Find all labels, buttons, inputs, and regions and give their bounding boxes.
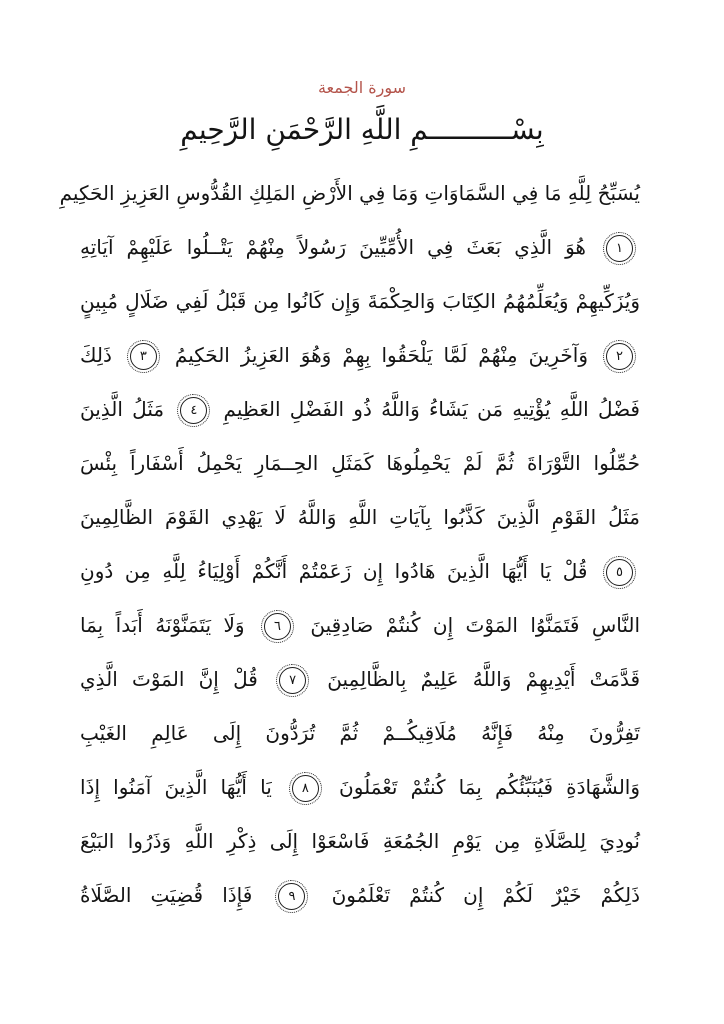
ayah-marker: ١ — [606, 235, 633, 262]
quran-line — [80, 814, 640, 868]
verse-text: وَالشَّهَادَةِ فَيُنَبِّئُكُم بِمَا كُنتُمْ تَعْمَلُونَ — [339, 775, 641, 799]
verse-text: فَضْلُ اللَّهِ يُؤْتِيهِ مَن يَشَاءُ وَاللَّهُ ذُو الفَضْلِ العَظِيمِ — [223, 397, 640, 421]
quran-line — [80, 382, 640, 436]
quran-line — [80, 490, 640, 544]
quran-line — [80, 220, 640, 274]
verse-text: يُسَبِّحُ لِلَّهِ مَا فِي السَّمَاوَاتِ وَمَا فِي الأَرْضِ المَلِكِ القُدُّوسِ العَزِيزِ الحَكِيمِ — [59, 181, 640, 205]
verse-text: نُودِيَ لِلصَّلَاةِ مِن يَوْمِ الجُمُعَةِ فَاسْعَوْا إِلَى ذِكْرِ اللَّهِ وَذَرُوا البَيْعَ — [80, 829, 640, 853]
quran-line — [80, 328, 640, 382]
ayah-marker: ٤ — [180, 397, 207, 424]
ayah-marker: ٣ — [130, 343, 157, 370]
quran-line — [80, 436, 640, 490]
verse-text: وَآخَرِينَ مِنْهُمْ لَمَّا يَلْحَقُوا بِهِمْ وَهُوَ العَزِيزُ الحَكِيمُ — [174, 343, 588, 367]
ayah-marker: ٢ — [606, 343, 633, 370]
surah-title: سورة الجمعة — [317, 78, 407, 97]
verse-text: مَثَلُ الَّذِينَ — [80, 397, 165, 421]
quran-line — [80, 868, 640, 922]
verse-text: تَفِرُّونَ مِنْهُ فَإِنَّهُ مُلَاقِيكُــمْ ثُمَّ تُرَدُّونَ إِلَى عَالِمِ الغَيْبِ — [80, 721, 640, 745]
basmala: بِسْــــــــــمِ اللَّهِ الرَّحْمَنِ الرَّحِيمِ — [180, 113, 544, 146]
quran-line — [59, 166, 640, 220]
ayah-marker: ٧ — [279, 667, 306, 694]
ayah-marker: ٦ — [264, 613, 291, 640]
verse-text: النَّاسِ فَتَمَنَّوُا المَوْتَ إِن كُنتُمْ صَادِقِينَ — [310, 613, 641, 637]
verse-text: قُلْ إِنَّ المَوْتَ الَّذِي — [80, 667, 258, 691]
verse-text: قُلْ يَا أَيُّهَا الَّذِينَ هَادُوا إِن زَعَمْتُمْ أَنَّكُمْ أَوْلِيَاءُ لِلَّهِ مِن دُونِ — [80, 559, 588, 583]
verse-text: ذَلِكُمْ خَيْرٌ لَكُمْ إِن كُنتُمْ تَعْلَمُونَ — [331, 883, 640, 907]
quran-line — [80, 544, 640, 598]
ayah-marker: ٨ — [292, 775, 319, 802]
verse-text: مَثَلُ القَوْمِ الَّذِينَ كَذَّبُوا بِآيَاتِ اللَّهِ وَاللَّهُ لَا يَهْدِي القَوْمَ الظَّالِمِينَ — [80, 505, 640, 529]
quran-line — [80, 706, 640, 760]
verse-text: وَلَا يَتَمَنَّوْنَهُ أَبَداً بِمَا — [80, 613, 245, 637]
verse-text: هُوَ الَّذِي بَعَثَ فِي الأُمِّيِّينَ رَسُولاً مِنْهُمْ يَتْــلُوا عَلَيْهِمْ آيَاتِهِ — [80, 235, 586, 259]
verse-text: وَيُزَكِّيهِمْ وَيُعَلِّمُهُمُ الكِتَابَ وَالحِكْمَةَ وَإِن كَانُوا مِن قَبْلُ لَفِي ضَلَالٍ مُبِينٍ — [80, 289, 640, 313]
verse-text: حُمِّلُوا التَّوْرَاةَ ثُمَّ لَمْ يَحْمِلُوهَا كَمَثَلِ الحِــمَارِ يَحْمِلُ أَسْفَاراً بِئْسَ — [80, 451, 640, 475]
ayah-marker: ٩ — [278, 883, 305, 910]
quran-text-block — [59, 166, 641, 922]
verse-text: قَدَّمَتْ أَيْدِيهِمْ وَاللَّهُ عَلِيمٌ بِالظَّالِمِينَ — [327, 667, 641, 691]
quran-line — [80, 598, 640, 652]
quran-line — [80, 760, 640, 814]
verse-text: يَا أَيُّهَا الَّذِينَ آمَنُوا إِذَا — [80, 775, 272, 799]
ayah-marker: ٥ — [606, 559, 633, 586]
verse-text: ذَلِكَ — [80, 343, 112, 367]
verse-text: فَإِذَا قُضِيَتِ الصَّلَاةُ — [80, 883, 253, 907]
quran-line — [80, 274, 640, 328]
quran-line — [80, 652, 640, 706]
